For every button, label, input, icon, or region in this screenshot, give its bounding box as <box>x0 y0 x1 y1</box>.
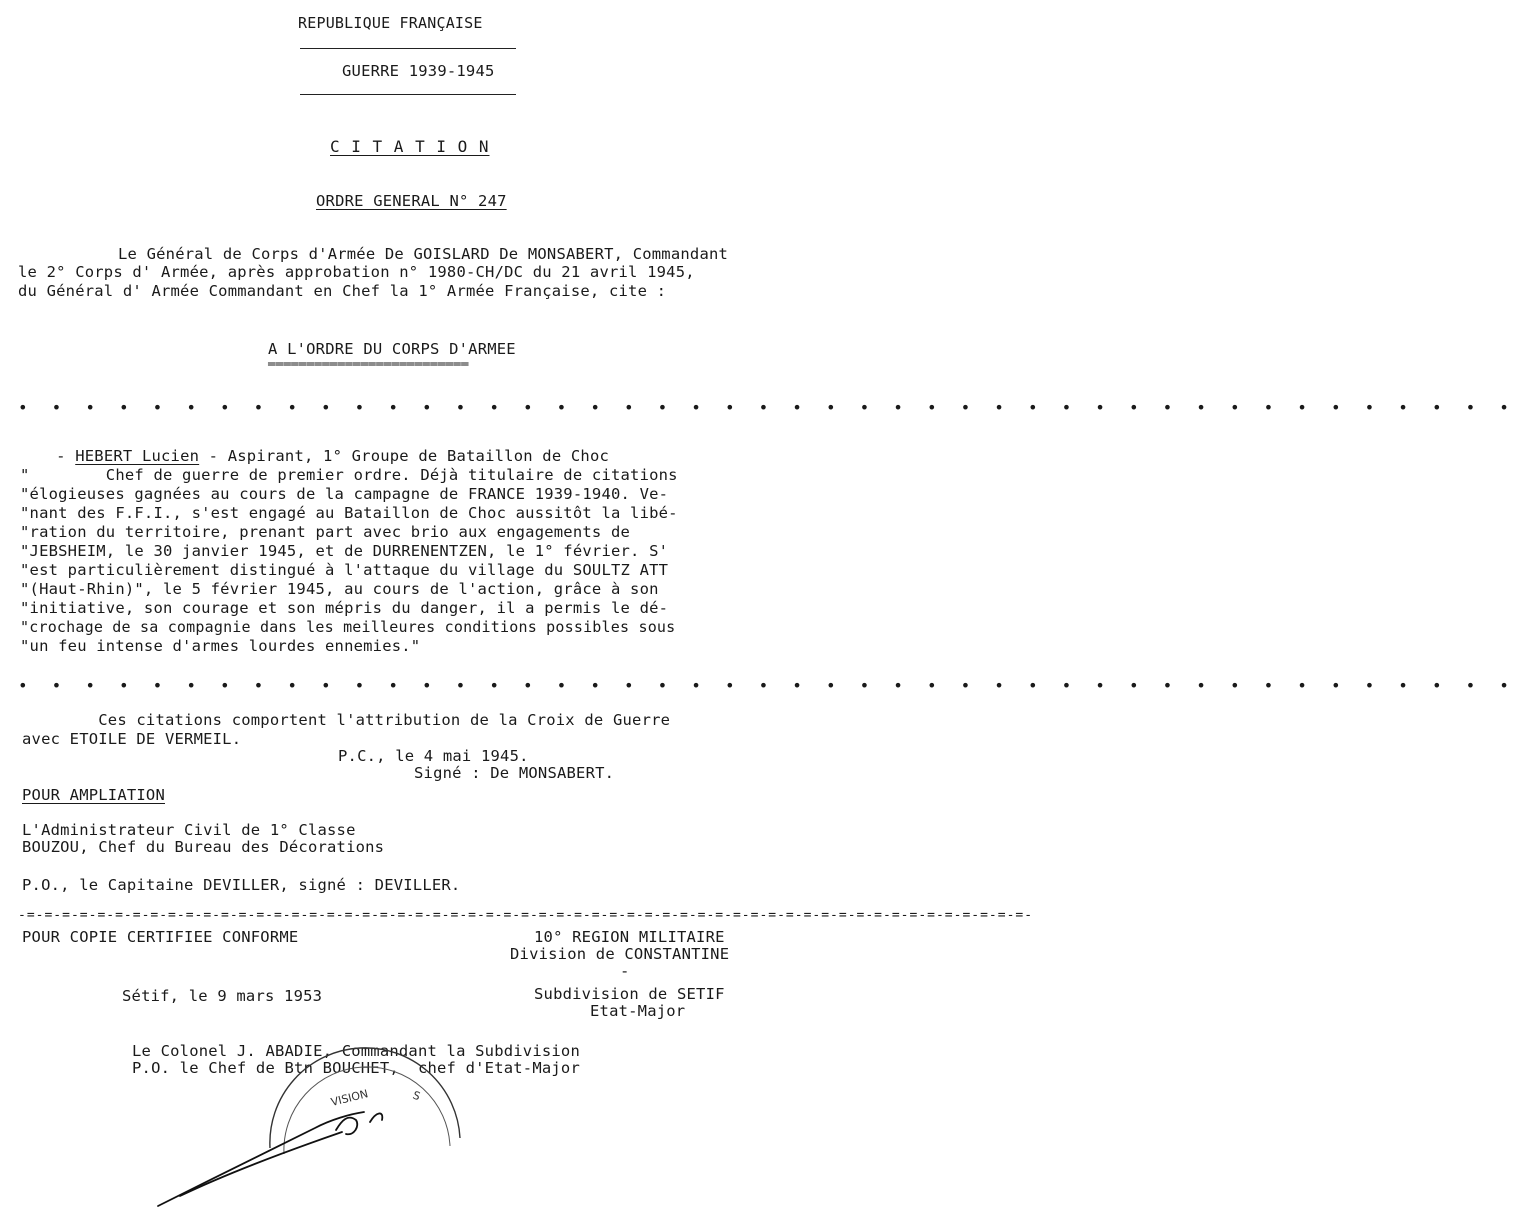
place-date: Sétif, le 9 mars 1953 <box>122 987 323 1005</box>
stamp-text-left: VISION <box>329 1087 370 1109</box>
ampliation-heading: POUR AMPLIATION <box>22 786 165 804</box>
region-line-3: Subdivision de SETIF <box>534 985 725 1003</box>
award-line-2: avec ETOILE DE VERMEIL. <box>22 730 242 748</box>
stamp-text-right: S <box>410 1088 422 1104</box>
colonel-line-1: Le Colonel J. ABADIE, Commandant la Subdivision <box>132 1042 580 1060</box>
intro-line-2: le 2° Corps d' Armée, après approbation n° 1980-CH/DC du 21 avril 1945, <box>18 263 695 281</box>
citation-line-5: "JEBSHEIM, le 30 janvier 1945, et de DURRENENTZEN, le 1° février. S' <box>20 542 669 560</box>
order-heading-double-rule: ══════════════════════════ <box>268 357 469 371</box>
signature-mark <box>158 1112 382 1206</box>
region-separator: - <box>620 962 630 980</box>
citation-line-1: " Chef de guerre de premier ordre. Déjà titulaire de citations <box>20 466 678 484</box>
citation-line-4: "ration du territoire, prenant part avec brio aux engagements de <box>20 523 631 541</box>
republic-heading: REPUBLIQUE FRANÇAISE <box>298 14 483 32</box>
citation-line-6: "est particulièrement distingué à l'attaque du village du SOULTZ ATT <box>20 561 669 579</box>
cited-rank-unit: - Aspirant, 1° Groupe de Bataillon de Choc <box>199 447 610 465</box>
certified-copy: POUR COPIE CERTIFIEE CONFORME <box>22 928 299 946</box>
citation-line-9: "crochage de sa compagnie dans les meilleures conditions possibles sous <box>20 618 676 636</box>
administrator-line-1: L'Administrateur Civil de 1° Classe <box>22 821 356 839</box>
official-stamp <box>150 1068 480 1218</box>
citation-line-2: "élogieuses gagnées au cours de la campagne de FRANCE 1939-1940. Ve- <box>20 485 669 503</box>
order-heading: A L'ORDRE DU CORPS D'ARMEE <box>268 340 516 358</box>
header-rule-2 <box>300 94 516 95</box>
citation-line-8: "initiative, son courage et son mépris du danger, il a permis le dé- <box>20 599 669 617</box>
signed-by: Signé : De MONSABERT. <box>414 764 615 782</box>
intro-line-1: Le Général de Corps d'Armée De GOISLARD De MONSABERT, Commandant <box>118 245 729 263</box>
citation-line-10: "un feu intense d'armes lourdes ennemies." <box>20 637 421 655</box>
dotted-separator-1: • • • • • • • • • • • • • • • • • • • • • • • • • • • • • • • • • • • • • • • • • • • • • <box>18 398 1516 417</box>
citation-line-3: "nant des F.F.I., s'est engagé au Bataillon de Choc aussitôt la libé- <box>20 504 678 522</box>
war-heading: GUERRE 1939-1945 <box>342 62 495 80</box>
colonel-line-2: P.O. le Chef de Btn BOUCHET, chef d'Etat-Major <box>132 1059 580 1077</box>
citation-line-7: "(Haut-Rhin)", le 5 février 1945, au cours de l'action, grâce à son <box>20 580 659 598</box>
pc-date: P.C., le 4 mai 1945. <box>338 747 529 765</box>
document-title: C I T A T I O N <box>330 137 490 156</box>
region-line-4: Etat-Major <box>590 1002 686 1020</box>
region-line-1: 10° REGION MILITAIRE <box>534 928 725 946</box>
dotted-separator-2: • • • • • • • • • • • • • • • • • • • • • • • • • • • • • • • • • • • • • • • • • • • • • <box>18 676 1516 695</box>
intro-line-3: du Général d' Armée Commandant en Chef la 1° Armée Française, cite : <box>18 282 667 300</box>
award-line-1: Ces citations comportent l'attribution de la Croix de Guerre <box>22 711 671 729</box>
region-line-2: Division de CONSTANTINE <box>510 945 730 963</box>
order-number: ORDRE GENERAL N° 247 <box>316 192 507 210</box>
cited-name: HEBERT Lucien <box>75 447 200 465</box>
dash-rule: -=-=-=-=-=-=-=-=-=-=-=-=-=-=-=-=-=-=-=-=-=-=-=-=-=-=-=-=-=-=-=-=-=-=-=-=-=-=-=-=-=-=-=-=-=-=-=-=-=-=-=-=-=-=-=-=-=- <box>18 908 1034 923</box>
cited-prefix: - <box>56 447 76 465</box>
header-rule-1 <box>300 48 516 49</box>
administrator-line-2: BOUZOU, Chef du Bureau des Décorations <box>22 838 385 856</box>
po-capitaine: P.O., le Capitaine DEVILLER, signé : DEVILLER. <box>22 876 461 894</box>
